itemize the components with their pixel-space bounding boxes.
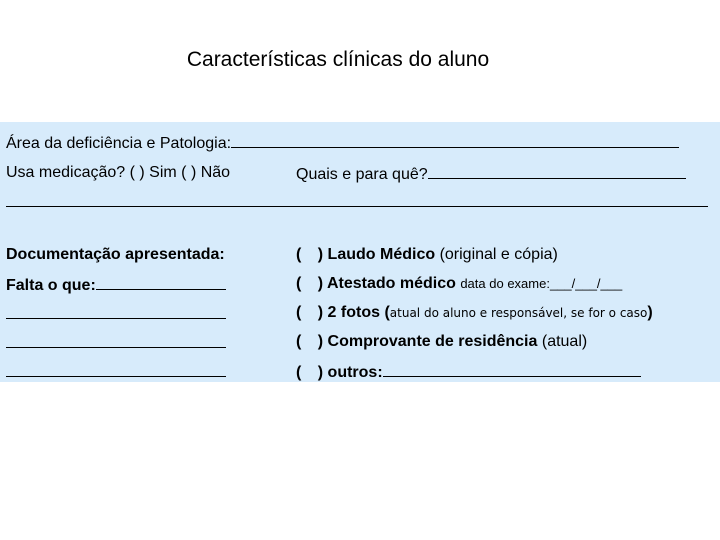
fotos-open-paren: ( <box>384 304 390 321</box>
extra-line-field[interactable] <box>6 206 708 207</box>
comprovante-item <box>296 333 587 351</box>
falta-line-1[interactable] <box>6 304 226 324</box>
laudo-item <box>296 246 558 264</box>
laudo-label: ) Laudo Médico <box>317 246 436 263</box>
fotos-item <box>296 304 653 322</box>
quais-label: Quais e para quê? <box>296 166 428 183</box>
atestado-checkbox[interactable]: ( <box>296 275 302 292</box>
atestado-label: ) Atestado médico <box>317 275 456 292</box>
laudo-checkbox[interactable]: ( <box>296 246 302 263</box>
falta-line-3[interactable] <box>6 362 226 382</box>
documentacao-label: Documentação apresentada: <box>6 246 225 263</box>
fotos-note: atual do aluno e responsável, se for o caso <box>389 306 648 320</box>
comprovante-label: ) Comprovante de residência <box>317 333 538 350</box>
medicacao-label: Usa medicação? ( ) Sim ( ) Não <box>6 164 231 181</box>
comprovante-note: (atual) <box>541 333 588 350</box>
comprovante-checkbox[interactable]: ( <box>296 333 302 350</box>
quais-field[interactable] <box>428 164 686 179</box>
area-field[interactable] <box>231 133 679 148</box>
outros-item <box>296 362 641 382</box>
fotos-close-paren: ) <box>647 304 653 321</box>
form-panel <box>0 122 720 382</box>
area-label: Área da deficiência e Patologia: <box>6 135 232 152</box>
atestado-date[interactable]: data do exame:___/___/___ <box>460 276 623 291</box>
outros-label: ) outros: <box>317 364 383 381</box>
page-title: Características clínicas do aluno <box>186 48 490 71</box>
falta-field[interactable] <box>96 275 226 290</box>
area-row <box>6 133 679 153</box>
falta-row <box>6 275 226 295</box>
fotos-checkbox[interactable]: ( <box>296 304 302 321</box>
outros-checkbox[interactable]: ( <box>296 364 302 381</box>
fotos-label: ) 2 fotos <box>317 304 380 321</box>
outros-field[interactable] <box>383 362 641 377</box>
falta-label: Falta o que: <box>6 277 96 294</box>
atestado-item <box>296 275 622 293</box>
laudo-note: (original e cópia) <box>439 246 558 263</box>
quais-row <box>296 164 686 184</box>
falta-line-2[interactable] <box>6 333 226 353</box>
